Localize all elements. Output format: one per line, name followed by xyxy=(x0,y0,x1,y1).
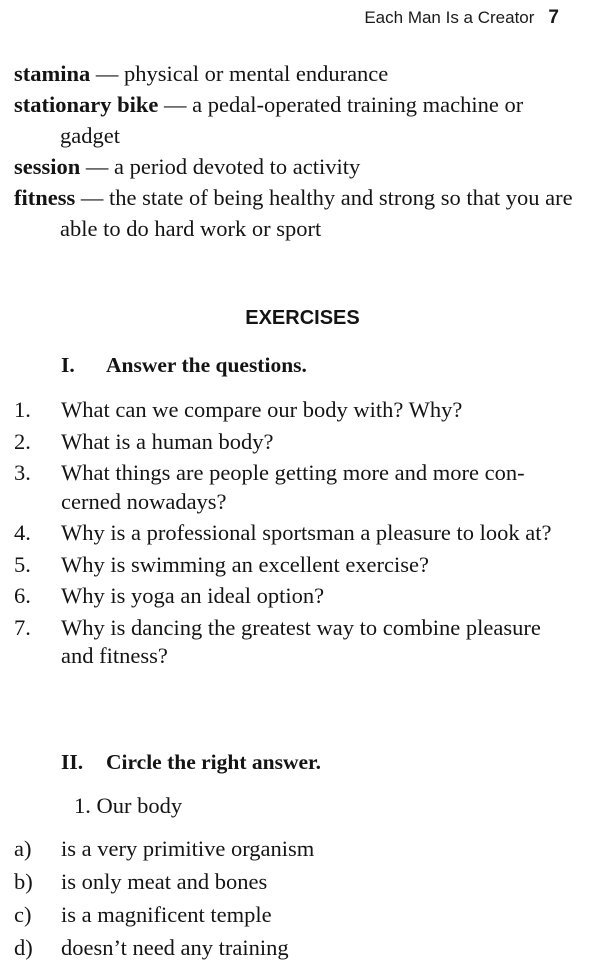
glossary-definition: — a period devoted to activity xyxy=(80,154,361,179)
option-text: is only meat and bones xyxy=(61,869,268,894)
glossary-term: fitness xyxy=(14,185,76,210)
section-2-heading xyxy=(61,750,321,775)
running-title: Each Man Is a Creator xyxy=(364,8,535,27)
item-number: 3. xyxy=(14,460,31,485)
exercises-title: EXERCISES xyxy=(245,307,360,329)
question-text: Why is yoga an ideal option? xyxy=(61,583,325,608)
question-text: What things are people getting more and more con-cerned nowadays? xyxy=(61,460,525,514)
list-item xyxy=(14,614,566,671)
glossary-entry xyxy=(14,58,574,89)
question-list xyxy=(14,396,566,674)
page-number: 7 xyxy=(548,7,559,28)
glossary-definition: — the state of being healthy and strong so that you are able to do hard work or sport xyxy=(60,185,573,241)
section-title: Circle the right answer. xyxy=(106,750,321,774)
question-text: What is a human body? xyxy=(61,428,274,454)
item-number: 6. xyxy=(14,583,31,608)
glossary-entry xyxy=(14,151,574,182)
answer-option xyxy=(14,901,566,929)
glossary-entry xyxy=(14,182,574,244)
option-text: is a very primitive organism xyxy=(61,836,315,861)
glossary xyxy=(14,58,574,244)
item-number: 1. xyxy=(14,397,31,422)
option-text: doesn’t need any training xyxy=(61,935,289,960)
item-number: 7. xyxy=(14,614,31,640)
answer-option xyxy=(14,868,566,896)
glossary-entry xyxy=(14,89,574,151)
list-item xyxy=(14,582,566,611)
answer-option xyxy=(14,835,566,863)
item-number: 5. xyxy=(14,551,31,577)
glossary-term: stamina xyxy=(14,61,91,86)
question-text: Why is a professional sportsman a pleasure to look at? xyxy=(61,520,552,545)
list-item xyxy=(14,551,566,580)
list-item xyxy=(14,396,566,425)
section-numeral: I. xyxy=(61,353,75,377)
option-letter: c) xyxy=(14,902,32,927)
glossary-definition: — physical or mental endurance xyxy=(90,61,389,86)
section-numeral: II. xyxy=(61,750,84,774)
option-letter: a) xyxy=(14,836,32,861)
glossary-definition: — a pedal-operated training machine or gadget xyxy=(60,92,524,148)
item-number: 2. xyxy=(14,428,31,454)
list-item xyxy=(14,459,566,516)
item-number: 4. xyxy=(14,520,31,545)
option-text: is a magnificent temple xyxy=(61,902,272,927)
list-item xyxy=(14,428,566,457)
question-text: Why is swimming an excellent exercise? xyxy=(61,551,429,577)
section-1-heading xyxy=(61,353,307,378)
answer-options xyxy=(14,835,566,967)
option-letter: b) xyxy=(14,869,33,894)
answer-option xyxy=(14,934,566,962)
page-header xyxy=(364,7,559,29)
section-title: Answer the questions. xyxy=(106,353,307,377)
option-letter: d) xyxy=(14,935,33,960)
glossary-term: session xyxy=(14,154,81,179)
multiple-choice-question: 1. Our body xyxy=(74,793,183,818)
question-text: Why is dancing the greatest way to combine pleasure and fitness? xyxy=(61,614,541,668)
list-item xyxy=(14,519,566,548)
question-text: What can we compare our body with? Why? xyxy=(61,397,463,422)
glossary-term: stationary bike xyxy=(14,92,159,117)
